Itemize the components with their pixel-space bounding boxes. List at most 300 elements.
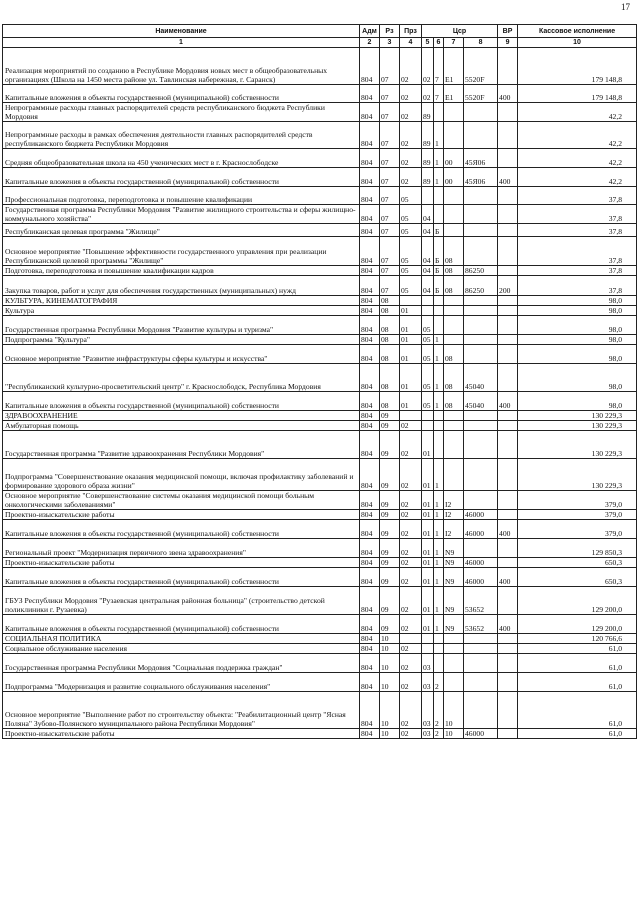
cell-c4: 86250 — [464, 266, 498, 276]
table-row — [3, 296, 637, 306]
cell-rz: 09 — [380, 510, 400, 520]
cell-amount: 130 229,3 — [518, 421, 637, 431]
cell-c4 — [464, 335, 498, 345]
cell-adm: 804 — [360, 431, 380, 459]
cell-c1 — [422, 644, 434, 654]
cell-c4: 45040 — [464, 364, 498, 392]
cell-rz: 10 — [380, 634, 400, 644]
cell-adm: 804 — [360, 644, 380, 654]
cell-rz: 09 — [380, 421, 400, 431]
cell-adm: 804 — [360, 224, 380, 237]
cell-amount: 37,8 — [518, 224, 637, 237]
header-rz: Рз — [380, 25, 400, 38]
cell-vr — [498, 411, 518, 421]
cell-amount: 37,8 — [518, 276, 637, 296]
cell-c4: 46000 — [464, 729, 498, 739]
table-row — [3, 654, 637, 673]
cell-c1: 89 — [422, 168, 434, 187]
cell-name: Проектно-изыскательские работы — [3, 558, 360, 568]
cell-adm: 804 — [360, 692, 380, 729]
cell-c2 — [434, 316, 444, 335]
cell-vr: 400 — [498, 168, 518, 187]
cell-vr — [498, 654, 518, 673]
cell-rz: 08 — [380, 364, 400, 392]
table-row — [3, 168, 637, 187]
cell-c4 — [464, 345, 498, 364]
table-row — [3, 103, 637, 122]
cell-prz: 02 — [400, 587, 422, 615]
cell-name: Государственная программа "Развитие здравоохранения Республики Мордовия" — [3, 431, 360, 459]
cell-c3 — [444, 634, 464, 644]
cell-c3 — [444, 431, 464, 459]
cell-adm: 804 — [360, 539, 380, 558]
cell-amount: 98,0 — [518, 364, 637, 392]
cell-c3 — [444, 187, 464, 205]
cell-rz: 08 — [380, 306, 400, 316]
cell-c1: 03 — [422, 729, 434, 739]
cell-name: СОЦИАЛЬНАЯ ПОЛИТИКА — [3, 634, 360, 644]
cell-prz: 02 — [400, 149, 422, 168]
cell-c3: 08 — [444, 392, 464, 411]
table-row — [3, 316, 637, 335]
cell-rz: 07 — [380, 237, 400, 266]
table-row — [3, 266, 637, 276]
table-row — [3, 276, 637, 296]
cell-name: Государственная программа Республики Мордовия "Социальная поддержка граждан" — [3, 654, 360, 673]
cell-prz: 02 — [400, 459, 422, 491]
table-row — [3, 122, 637, 149]
cell-amount: 98,0 — [518, 392, 637, 411]
cell-vr: 400 — [498, 520, 518, 539]
cell-c3: I2 — [444, 520, 464, 539]
cell-rz: 09 — [380, 491, 400, 510]
cell-rz: 08 — [380, 392, 400, 411]
cell-prz: 02 — [400, 729, 422, 739]
cell-c1 — [422, 421, 434, 431]
table-row — [3, 149, 637, 168]
cell-rz: 08 — [380, 335, 400, 345]
cell-vr — [498, 122, 518, 149]
cell-rz: 09 — [380, 411, 400, 421]
cell-amount: 61,0 — [518, 654, 637, 673]
cell-c3: 08 — [444, 276, 464, 296]
cell-c3 — [444, 296, 464, 306]
cell-rz: 09 — [380, 520, 400, 539]
cell-c4 — [464, 692, 498, 729]
cell-adm: 804 — [360, 266, 380, 276]
cell-adm: 804 — [360, 335, 380, 345]
cell-rz: 07 — [380, 205, 400, 224]
cell-c4 — [464, 634, 498, 644]
cell-prz: 05 — [400, 205, 422, 224]
cell-c2: 1 — [434, 587, 444, 615]
cell-prz: 05 — [400, 237, 422, 266]
column-number: 4 — [400, 38, 422, 48]
cell-rz: 10 — [380, 644, 400, 654]
cell-c4 — [464, 224, 498, 237]
cell-c3: I2 — [444, 491, 464, 510]
cell-vr — [498, 266, 518, 276]
cell-name: Средняя общеобразовательная школа на 450 ученических мест в г. Краснослободске — [3, 149, 360, 168]
cell-adm: 804 — [360, 187, 380, 205]
cell-amount: 129 200,0 — [518, 587, 637, 615]
cell-amount: 130 229,3 — [518, 431, 637, 459]
cell-name: Проектно-изыскательские работы — [3, 510, 360, 520]
cell-name: Подготовка, переподготовка и повышение квалификации кадров — [3, 266, 360, 276]
cell-c3: Е1 — [444, 85, 464, 103]
cell-vr — [498, 335, 518, 345]
cell-rz: 07 — [380, 276, 400, 296]
cell-rz: 09 — [380, 568, 400, 587]
table-row — [3, 85, 637, 103]
cell-c4: 46000 — [464, 558, 498, 568]
cell-prz: 02 — [400, 491, 422, 510]
cell-adm: 804 — [360, 491, 380, 510]
cell-adm: 804 — [360, 421, 380, 431]
cell-c2: 1 — [434, 491, 444, 510]
cell-vr — [498, 587, 518, 615]
cell-c3: 10 — [444, 729, 464, 739]
cell-vr — [498, 421, 518, 431]
cell-adm: 804 — [360, 510, 380, 520]
cell-c3 — [444, 122, 464, 149]
cell-adm: 804 — [360, 316, 380, 335]
cell-vr: 400 — [498, 392, 518, 411]
table-row — [3, 692, 637, 729]
cell-c3: Е1 — [444, 48, 464, 85]
cell-amount: 37,8 — [518, 205, 637, 224]
table-row — [3, 421, 637, 431]
table-row — [3, 491, 637, 510]
cell-c2: 1 — [434, 539, 444, 558]
table-row — [3, 306, 637, 316]
cell-adm: 804 — [360, 276, 380, 296]
cell-c2 — [434, 205, 444, 224]
cell-rz: 09 — [380, 558, 400, 568]
table-row — [3, 558, 637, 568]
cell-prz — [400, 296, 422, 306]
table-row — [3, 520, 637, 539]
header-amount: Кассовое исполнение — [518, 25, 637, 38]
cell-c2 — [434, 431, 444, 459]
cell-prz: 02 — [400, 654, 422, 673]
cell-c4: 53652 — [464, 587, 498, 615]
cell-c2: 1 — [434, 345, 444, 364]
cell-c4 — [464, 491, 498, 510]
cell-adm: 804 — [360, 673, 380, 692]
cell-c2: 1 — [434, 520, 444, 539]
cell-c1: 05 — [422, 364, 434, 392]
cell-amount: 120 766,6 — [518, 634, 637, 644]
cell-c2: Б — [434, 276, 444, 296]
cell-c2 — [434, 634, 444, 644]
cell-c3 — [444, 335, 464, 345]
cell-c1: 03 — [422, 692, 434, 729]
cell-c2 — [434, 421, 444, 431]
cell-prz: 02 — [400, 568, 422, 587]
cell-vr — [498, 48, 518, 85]
cell-c1: 04 — [422, 224, 434, 237]
cell-c1: 04 — [422, 205, 434, 224]
cell-name: Капитальные вложения в объекты государственной (муниципальной) собственности — [3, 520, 360, 539]
cell-prz: 02 — [400, 103, 422, 122]
cell-vr — [498, 103, 518, 122]
cell-prz: 02 — [400, 539, 422, 558]
cell-rz: 07 — [380, 224, 400, 237]
cell-prz: 01 — [400, 306, 422, 316]
cell-prz: 01 — [400, 345, 422, 364]
cell-amount: 37,8 — [518, 187, 637, 205]
cell-prz — [400, 411, 422, 421]
cell-name: Подпрограмма "Совершенствование оказания медицинской помощи, включая профилактику заболеваний и формирование здорового образа жизни" — [3, 459, 360, 491]
cell-vr: 400 — [498, 85, 518, 103]
cell-name: Капитальные вложения в объекты государственной (муниципальной) собственности — [3, 168, 360, 187]
cell-prz: 02 — [400, 85, 422, 103]
table-row — [3, 364, 637, 392]
cell-adm: 804 — [360, 205, 380, 224]
cell-c3: 08 — [444, 266, 464, 276]
column-number: 10 — [518, 38, 637, 48]
cell-c3: I2 — [444, 510, 464, 520]
cell-c2 — [434, 296, 444, 306]
cell-name: ГБУЗ Республики Мордовия "Рузаевская центральная районная больница" (строительство детской поликлиники г. Рузаевка) — [3, 587, 360, 615]
cell-vr — [498, 510, 518, 520]
cell-amount: 61,0 — [518, 673, 637, 692]
cell-vr — [498, 296, 518, 306]
cell-name: "Республиканский культурно-просветительский центр" г. Краснослободск, Республика Мордовия — [3, 364, 360, 392]
cell-c3 — [444, 316, 464, 335]
cell-amount: 379,0 — [518, 491, 637, 510]
cell-c1: 03 — [422, 673, 434, 692]
cell-rz: 08 — [380, 296, 400, 306]
cell-vr — [498, 364, 518, 392]
cell-amount: 61,0 — [518, 644, 637, 654]
header-prz: Прз — [400, 25, 422, 38]
table-row — [3, 205, 637, 224]
cell-rz: 07 — [380, 103, 400, 122]
cell-c2: 1 — [434, 335, 444, 345]
cell-vr — [498, 491, 518, 510]
cell-c4: 5520F — [464, 48, 498, 85]
cell-c4 — [464, 431, 498, 459]
cell-c1: 05 — [422, 392, 434, 411]
table-row — [3, 335, 637, 345]
cell-adm: 804 — [360, 168, 380, 187]
table-row — [3, 48, 637, 85]
cell-name: Проектно-изыскательские работы — [3, 729, 360, 739]
cell-c3 — [444, 644, 464, 654]
cell-c1 — [422, 296, 434, 306]
cell-vr — [498, 431, 518, 459]
cell-adm: 804 — [360, 568, 380, 587]
column-number-row — [3, 38, 637, 48]
cell-vr — [498, 558, 518, 568]
cell-c1: 01 — [422, 431, 434, 459]
cell-amount: 42,2 — [518, 149, 637, 168]
cell-rz: 10 — [380, 729, 400, 739]
cell-c1: 04 — [422, 276, 434, 296]
cell-c2: 1 — [434, 168, 444, 187]
cell-name: КУЛЬТУРА, КИНЕМАТОГРАФИЯ — [3, 296, 360, 306]
cell-c3: N9 — [444, 587, 464, 615]
table-row — [3, 587, 637, 615]
cell-c4: 45040 — [464, 392, 498, 411]
cell-vr — [498, 459, 518, 491]
cell-c4 — [464, 205, 498, 224]
cell-vr: 200 — [498, 276, 518, 296]
cell-rz: 08 — [380, 316, 400, 335]
column-number: 8 — [464, 38, 498, 48]
cell-rz: 07 — [380, 122, 400, 149]
cell-prz: 05 — [400, 266, 422, 276]
cell-c2: Б — [434, 224, 444, 237]
table-row — [3, 729, 637, 739]
table-row — [3, 345, 637, 364]
cell-vr — [498, 149, 518, 168]
cell-prz: 02 — [400, 692, 422, 729]
cell-c1: 01 — [422, 568, 434, 587]
cell-c3: 08 — [444, 237, 464, 266]
cell-name: Профессиональная подготовка, переподготовка и повышение квалификации — [3, 187, 360, 205]
cell-c3 — [444, 411, 464, 421]
table-row — [3, 644, 637, 654]
table-row — [3, 392, 637, 411]
cell-c2 — [434, 187, 444, 205]
cell-c3: N9 — [444, 615, 464, 634]
cell-adm: 804 — [360, 306, 380, 316]
cell-rz: 07 — [380, 168, 400, 187]
cell-prz: 02 — [400, 421, 422, 431]
cell-c1: 89 — [422, 122, 434, 149]
cell-rz: 10 — [380, 654, 400, 673]
header-csr: Цср — [422, 25, 498, 38]
cell-prz: 02 — [400, 644, 422, 654]
cell-vr — [498, 539, 518, 558]
cell-c1: 03 — [422, 654, 434, 673]
cell-vr — [498, 237, 518, 266]
cell-name: Капитальные вложения в объекты государственной (муниципальной) собственности — [3, 568, 360, 587]
page-number: 17 — [621, 2, 630, 12]
cell-prz: 01 — [400, 316, 422, 335]
cell-amount: 379,0 — [518, 510, 637, 520]
cell-rz: 09 — [380, 587, 400, 615]
cell-prz: 01 — [400, 392, 422, 411]
cell-name: Капитальные вложения в объекты государственной (муниципальной) собственности — [3, 615, 360, 634]
cell-rz: 07 — [380, 187, 400, 205]
cell-amount: 650,3 — [518, 558, 637, 568]
cell-c3: N9 — [444, 558, 464, 568]
cell-c4 — [464, 421, 498, 431]
cell-name: Основное мероприятие "Выполнение работ по строительству объекта: "Реабилитационный центр "Ясная Поляна" Зубово-Полянского муниципального района Республики Мордовия" — [3, 692, 360, 729]
cell-c1 — [422, 411, 434, 421]
cell-rz: 07 — [380, 85, 400, 103]
table-row — [3, 510, 637, 520]
cell-vr — [498, 634, 518, 644]
cell-prz: 05 — [400, 224, 422, 237]
cell-c1: 01 — [422, 520, 434, 539]
cell-c4 — [464, 122, 498, 149]
cell-amount: 98,0 — [518, 345, 637, 364]
cell-c2: 2 — [434, 673, 444, 692]
cell-prz: 02 — [400, 520, 422, 539]
column-number: 9 — [498, 38, 518, 48]
cell-name: Основное мероприятие "Совершенствование системы оказания медицинской помощи больным онкологическими заболеваниями" — [3, 491, 360, 510]
cell-c1: 02 — [422, 85, 434, 103]
cell-vr — [498, 306, 518, 316]
cell-c4: 45Я06 — [464, 149, 498, 168]
cell-rz: 09 — [380, 459, 400, 491]
cell-name: Культура — [3, 306, 360, 316]
cell-vr — [498, 345, 518, 364]
cell-c3: N9 — [444, 539, 464, 558]
cell-amount: 37,8 — [518, 266, 637, 276]
cell-rz: 07 — [380, 149, 400, 168]
cell-amount: 98,0 — [518, 316, 637, 335]
cell-prz — [400, 634, 422, 644]
cell-amount: 179 148,8 — [518, 85, 637, 103]
cell-adm: 804 — [360, 729, 380, 739]
cell-prz: 02 — [400, 122, 422, 149]
cell-c4 — [464, 306, 498, 316]
cell-c1: 04 — [422, 266, 434, 276]
cell-adm: 804 — [360, 459, 380, 491]
cell-adm: 804 — [360, 48, 380, 85]
cell-c1: 05 — [422, 316, 434, 335]
table-row — [3, 673, 637, 692]
cell-vr: 400 — [498, 615, 518, 634]
cell-name: Капитальные вложения в объекты государственной (муниципальной) собственности — [3, 392, 360, 411]
cell-c4 — [464, 103, 498, 122]
cell-rz: 09 — [380, 615, 400, 634]
cell-amount: 650,3 — [518, 568, 637, 587]
cell-c4: 46000 — [464, 568, 498, 587]
cell-adm: 804 — [360, 392, 380, 411]
cell-c2: 1 — [434, 149, 444, 168]
cell-adm: 804 — [360, 634, 380, 644]
cell-amount: 130 229,3 — [518, 459, 637, 491]
cell-c4 — [464, 673, 498, 692]
cell-c2 — [434, 411, 444, 421]
cell-c2 — [434, 654, 444, 673]
cell-vr — [498, 224, 518, 237]
cell-adm: 804 — [360, 587, 380, 615]
column-number: 6 — [434, 38, 444, 48]
cell-adm: 804 — [360, 103, 380, 122]
cell-rz: 09 — [380, 431, 400, 459]
cell-c2 — [434, 306, 444, 316]
cell-name: Региональный проект "Модернизация первичного звена здравоохранения" — [3, 539, 360, 558]
cell-prz: 02 — [400, 168, 422, 187]
table-row — [3, 615, 637, 634]
cell-adm: 804 — [360, 85, 380, 103]
cell-c1: 89 — [422, 149, 434, 168]
table-row — [3, 568, 637, 587]
cell-adm: 804 — [360, 122, 380, 149]
cell-name: Реализация мероприятий по созданию в Республике Мордовия новых мест в общеобразовательных организациях (Школа на 1450 места районе ул. Тавлинская набережная, г. Саранск) — [3, 48, 360, 85]
cell-c2: 1 — [434, 558, 444, 568]
cell-c2: 2 — [434, 729, 444, 739]
cell-adm: 804 — [360, 520, 380, 539]
cell-amount: 42,2 — [518, 103, 637, 122]
cell-name: Подпрограмма "Модернизация и развитие социального обслуживания населения" — [3, 673, 360, 692]
cell-c1: 89 — [422, 103, 434, 122]
cell-prz: 02 — [400, 673, 422, 692]
cell-name: Социальное обслуживание населения — [3, 644, 360, 654]
cell-vr — [498, 692, 518, 729]
cell-adm: 804 — [360, 654, 380, 673]
cell-c4 — [464, 644, 498, 654]
cell-vr — [498, 673, 518, 692]
